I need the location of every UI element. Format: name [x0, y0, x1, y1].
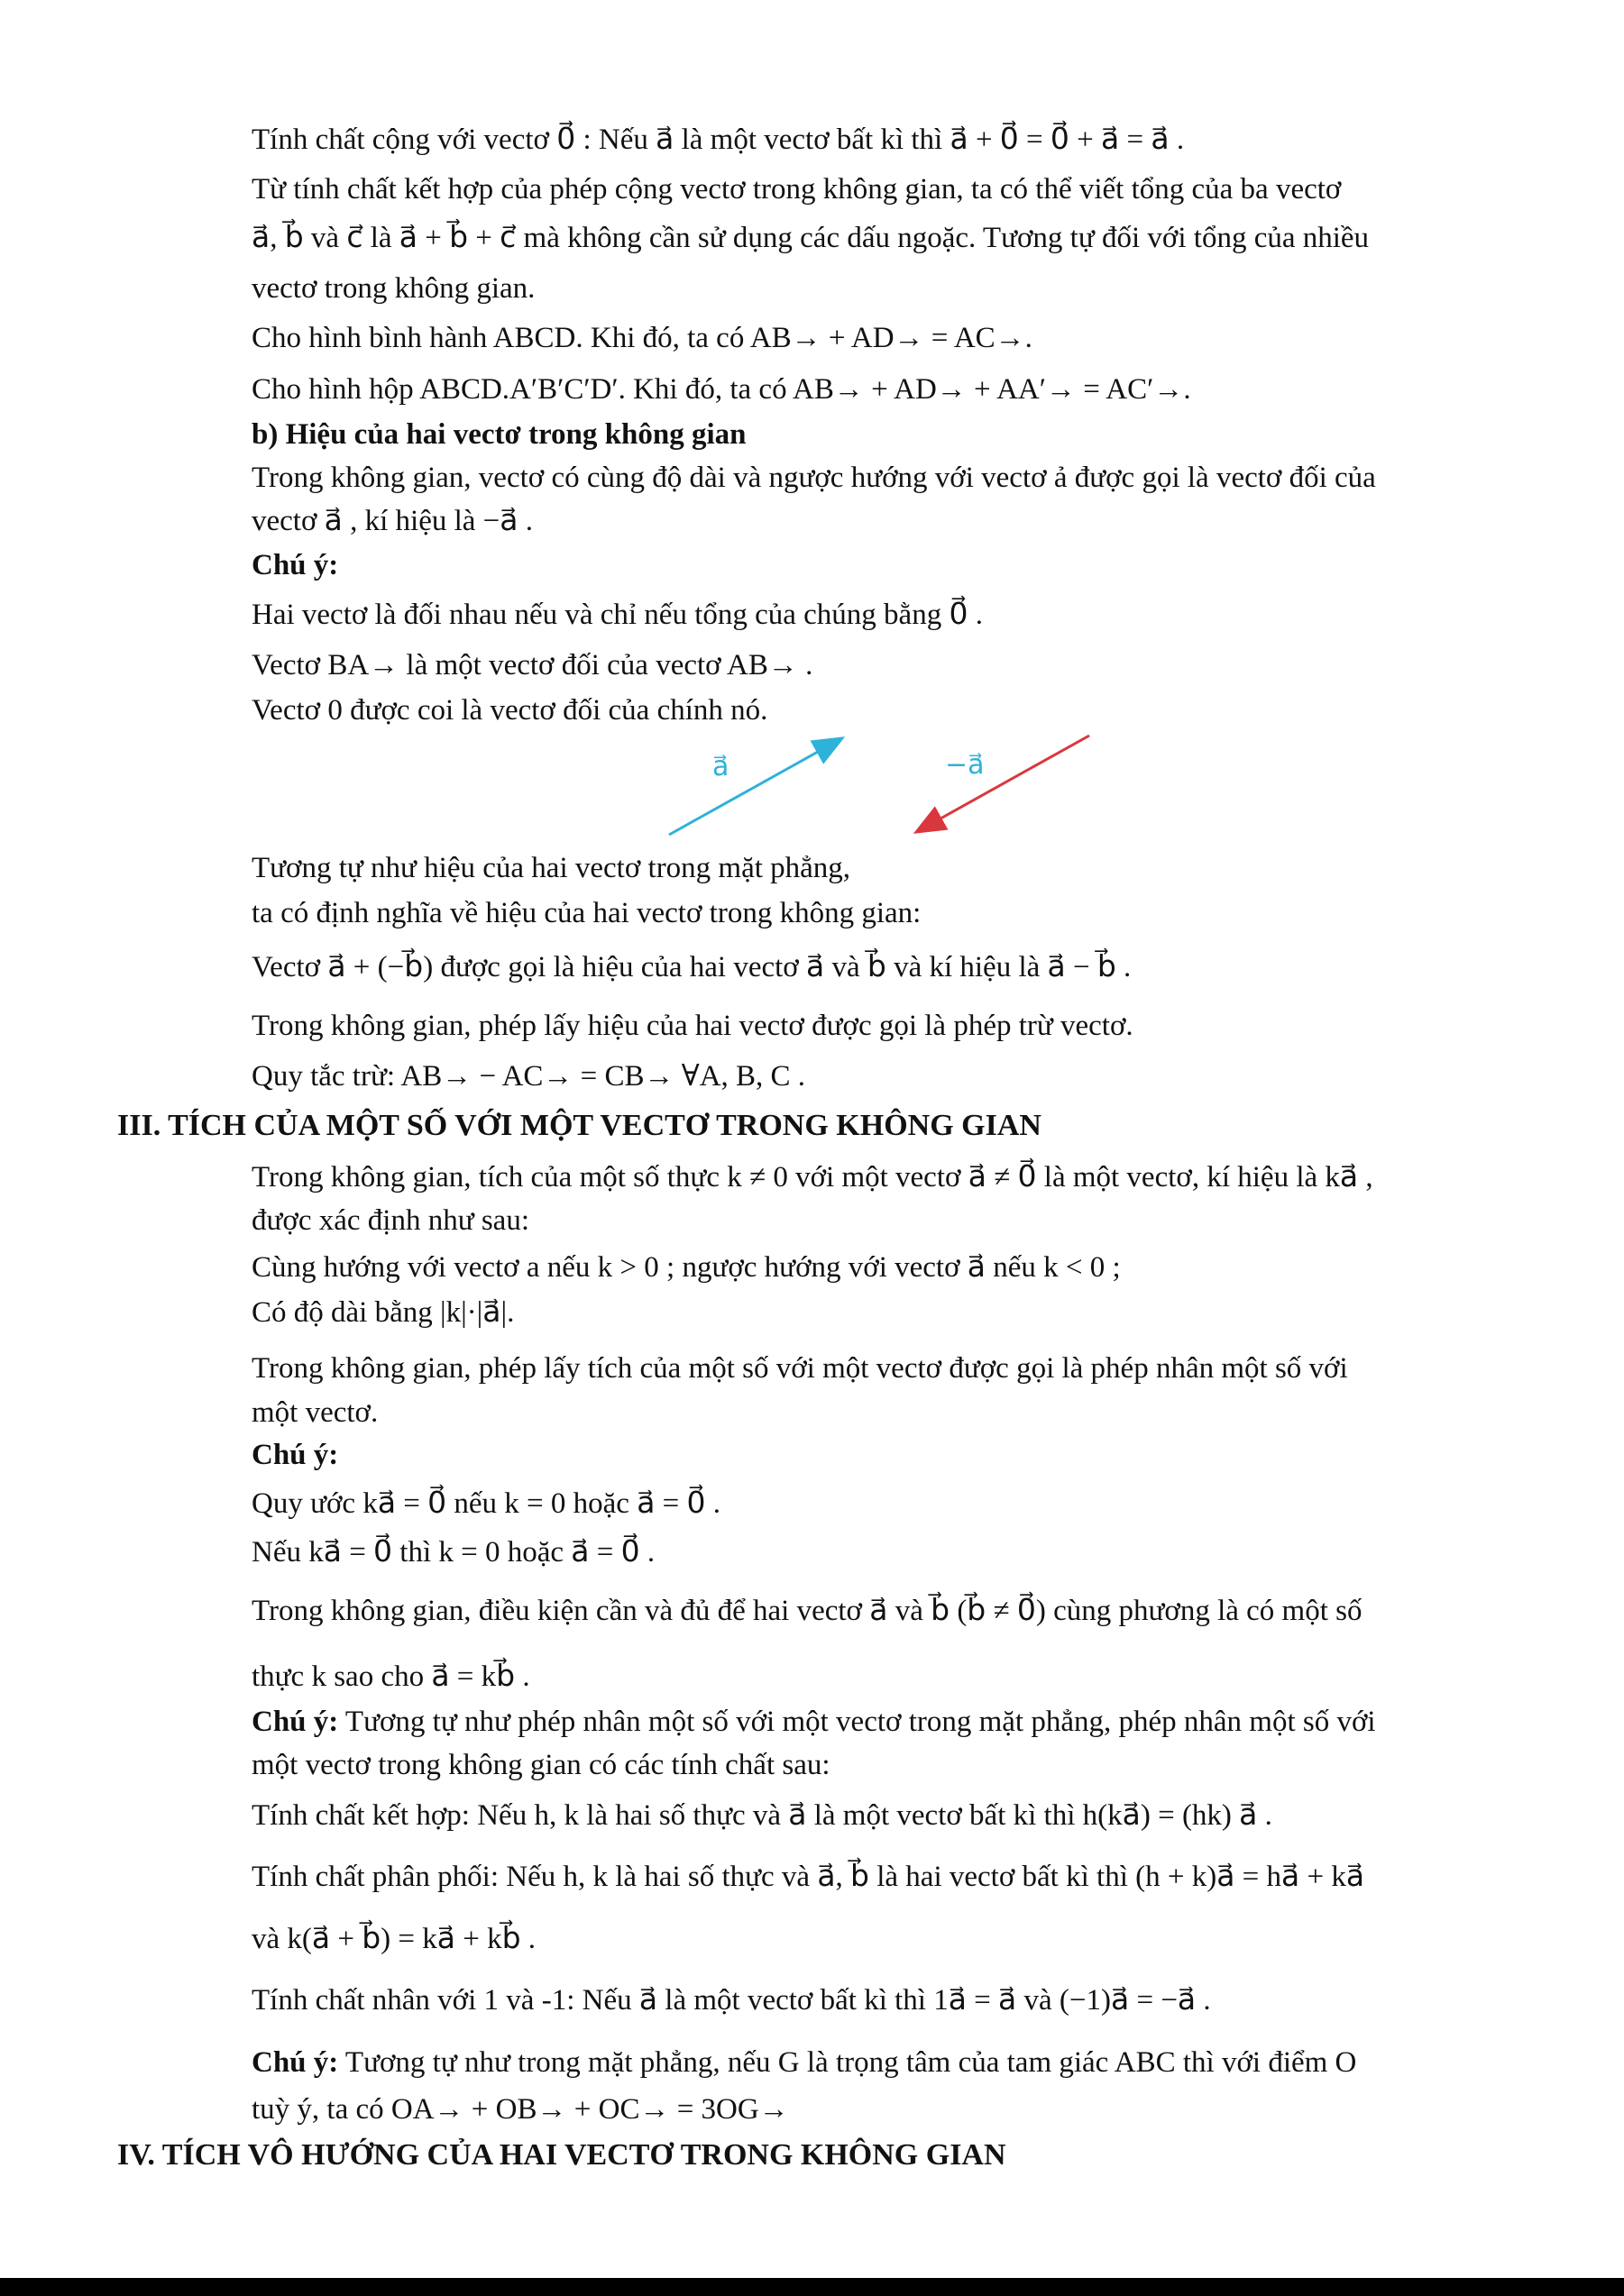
- text-line: [252, 1704, 1376, 1740]
- text-line: Tính chất phân phối: Nếu h, k là hai số thực và a⃗, b⃗ là hai vectơ bất kì thì (h + k)a⃗ = ha⃗ + ka⃗: [252, 1861, 1365, 1893]
- text-line: Trong không gian, điều kiện cần và đủ để hai vectơ a⃗ và b⃗ (b⃗ ≠ 0⃗) cùng phương là có một số: [252, 1595, 1363, 1627]
- text-line: Trong không gian, phép lấy tích của một số với một vectơ được gọi là phép nhân một số với: [252, 1352, 1348, 1385]
- text-line: Vectơ BA→ là một vectơ đối của vectơ AB→ .: [252, 649, 813, 681]
- text-line: được xác định như sau:: [252, 1204, 529, 1237]
- text-line: Từ tính chất kết hợp của phép cộng vectơ trong không gian, ta có thể viết tổng của ba vectơ: [252, 173, 1342, 206]
- text-line: Quy tắc trừ: AB→ − AC→ = CB→ ∀A, B, C .: [252, 1060, 806, 1093]
- subheading-b: b) Hiệu của hai vectơ trong không gian: [252, 418, 747, 451]
- note-label: Chú ý:: [252, 1439, 339, 1471]
- text-line: Nếu ka⃗ = 0⃗ thì k = 0 hoặc a⃗ = 0⃗ .: [252, 1536, 656, 1569]
- text-line: Tương tự như hiệu của hai vectơ trong mặt phẳng,: [252, 852, 851, 884]
- text-line: và k(a⃗ + b⃗) = ka⃗ + kb⃗ .: [252, 1923, 537, 1955]
- text-line: Vectơ a⃗ + (−b⃗) được gọi là hiệu của hai vectơ a⃗ và b⃗ và kí hiệu là a⃗ − b⃗ .: [252, 951, 1132, 983]
- vector-a-label: a⃗: [712, 751, 729, 782]
- text-line: vectơ a⃗ , kí hiệu là −a⃗ .: [252, 505, 534, 537]
- text-line: Tính chất kết hợp: Nếu h, k là hai số thực và a⃗ là một vectơ bất kì thì h(ka⃗) = (hk) a⃗ .: [252, 1799, 1272, 1832]
- note-text: Tương tự như phép nhân một số với một vectơ trong mặt phẳng, phép nhân một số với: [338, 1706, 1376, 1738]
- text-line: Hai vectơ là đối nhau nếu và chỉ nếu tổng của chúng bằng 0⃗ .: [252, 599, 983, 631]
- note-label: Chú ý:: [252, 2046, 339, 2079]
- text-line: Cùng hướng với vectơ a nếu k > 0 ; ngược hướng với vectơ a⃗ nếu k < 0 ;: [252, 1251, 1121, 1284]
- text-line: Quy ước ka⃗ = 0⃗ nếu k = 0 hoặc a⃗ = 0⃗ .: [252, 1487, 721, 1520]
- vector-a-arrow: [669, 739, 840, 835]
- text-line: thực k sao cho a⃗ = kb⃗ .: [252, 1660, 530, 1693]
- note-text: Tương tự như trong mặt phẳng, nếu G là trọng tâm của tam giác ABC thì với điểm O: [338, 2046, 1357, 2079]
- vector-neg-a-label: −a⃗: [945, 749, 985, 781]
- text-line: tuỳ ý, ta có OA→ + OB→ + OC→ = 3OG→: [252, 2093, 789, 2126]
- text-line: Vectơ 0 được coi là vectơ đối của chính nó.: [252, 694, 768, 727]
- vector-figure: [649, 728, 1118, 846]
- text-line: Trong không gian, phép lấy hiệu của hai vectơ được gọi là phép trừ vectơ.: [252, 1010, 1133, 1042]
- note-label: Chú ý:: [252, 549, 339, 581]
- text-line: Cho hình bình hành ABCD. Khi đó, ta có AB→ + AD→ = AC→.: [252, 322, 1032, 354]
- text-line: một vectơ trong không gian có các tính chất sau:: [252, 1749, 830, 1781]
- note-label: Chú ý:: [252, 1706, 339, 1738]
- vector-neg-a-arrow: [918, 736, 1089, 831]
- section-heading-iii: III. TÍCH CỦA MỘT SỐ VỚI MỘT VECTƠ TRONG KHÔNG GIAN: [117, 1109, 1041, 1142]
- text-line: một vectơ.: [252, 1396, 379, 1429]
- section-heading-iv: IV. TÍCH VÔ HƯỚNG CỦA HAI VECTƠ TRONG KHÔNG GIAN: [117, 2138, 1006, 2172]
- text-line: Trong không gian, tích của một số thực k ≠ 0 với một vectơ a⃗ ≠ 0⃗ là một vectơ, kí hiệu là ka⃗ ,: [252, 1161, 1373, 1194]
- text-line: ta có định nghĩa về hiệu của hai vectơ trong không gian:: [252, 897, 922, 929]
- text-line: Có độ dài bằng |k|·|a⃗|.: [252, 1296, 515, 1329]
- text-line: a⃗, b⃗ và c⃗ là a⃗ + b⃗ + c⃗ mà không cần sử dụng các dấu ngoặc. Tương tự đối với tổng của nhiều: [252, 222, 1370, 254]
- text-line: vectơ trong không gian.: [252, 272, 536, 305]
- text-line: Cho hình hộp ABCD.A′B′C′D′. Khi đó, ta có AB→ + AD→ + AA′→ = AC′→.: [252, 373, 1191, 406]
- bottom-edge-bar: [0, 2278, 1624, 2296]
- text-line: [252, 2044, 1356, 2081]
- text-line: Trong không gian, vectơ có cùng độ dài và ngược hướng với vectơ ả được gọi là vectơ đối của: [252, 462, 1376, 494]
- text-line: Tính chất nhân với 1 và -1: Nếu a⃗ là một vectơ bất kì thì 1a⃗ = a⃗ và (−1)a⃗ = −a⃗ .: [252, 1984, 1211, 2017]
- text-line: Tính chất cộng với vectơ 0⃗ : Nếu a⃗ là một vectơ bất kì thì a⃗ + 0⃗ = 0⃗ + a⃗ = a⃗ .: [252, 123, 1185, 156]
